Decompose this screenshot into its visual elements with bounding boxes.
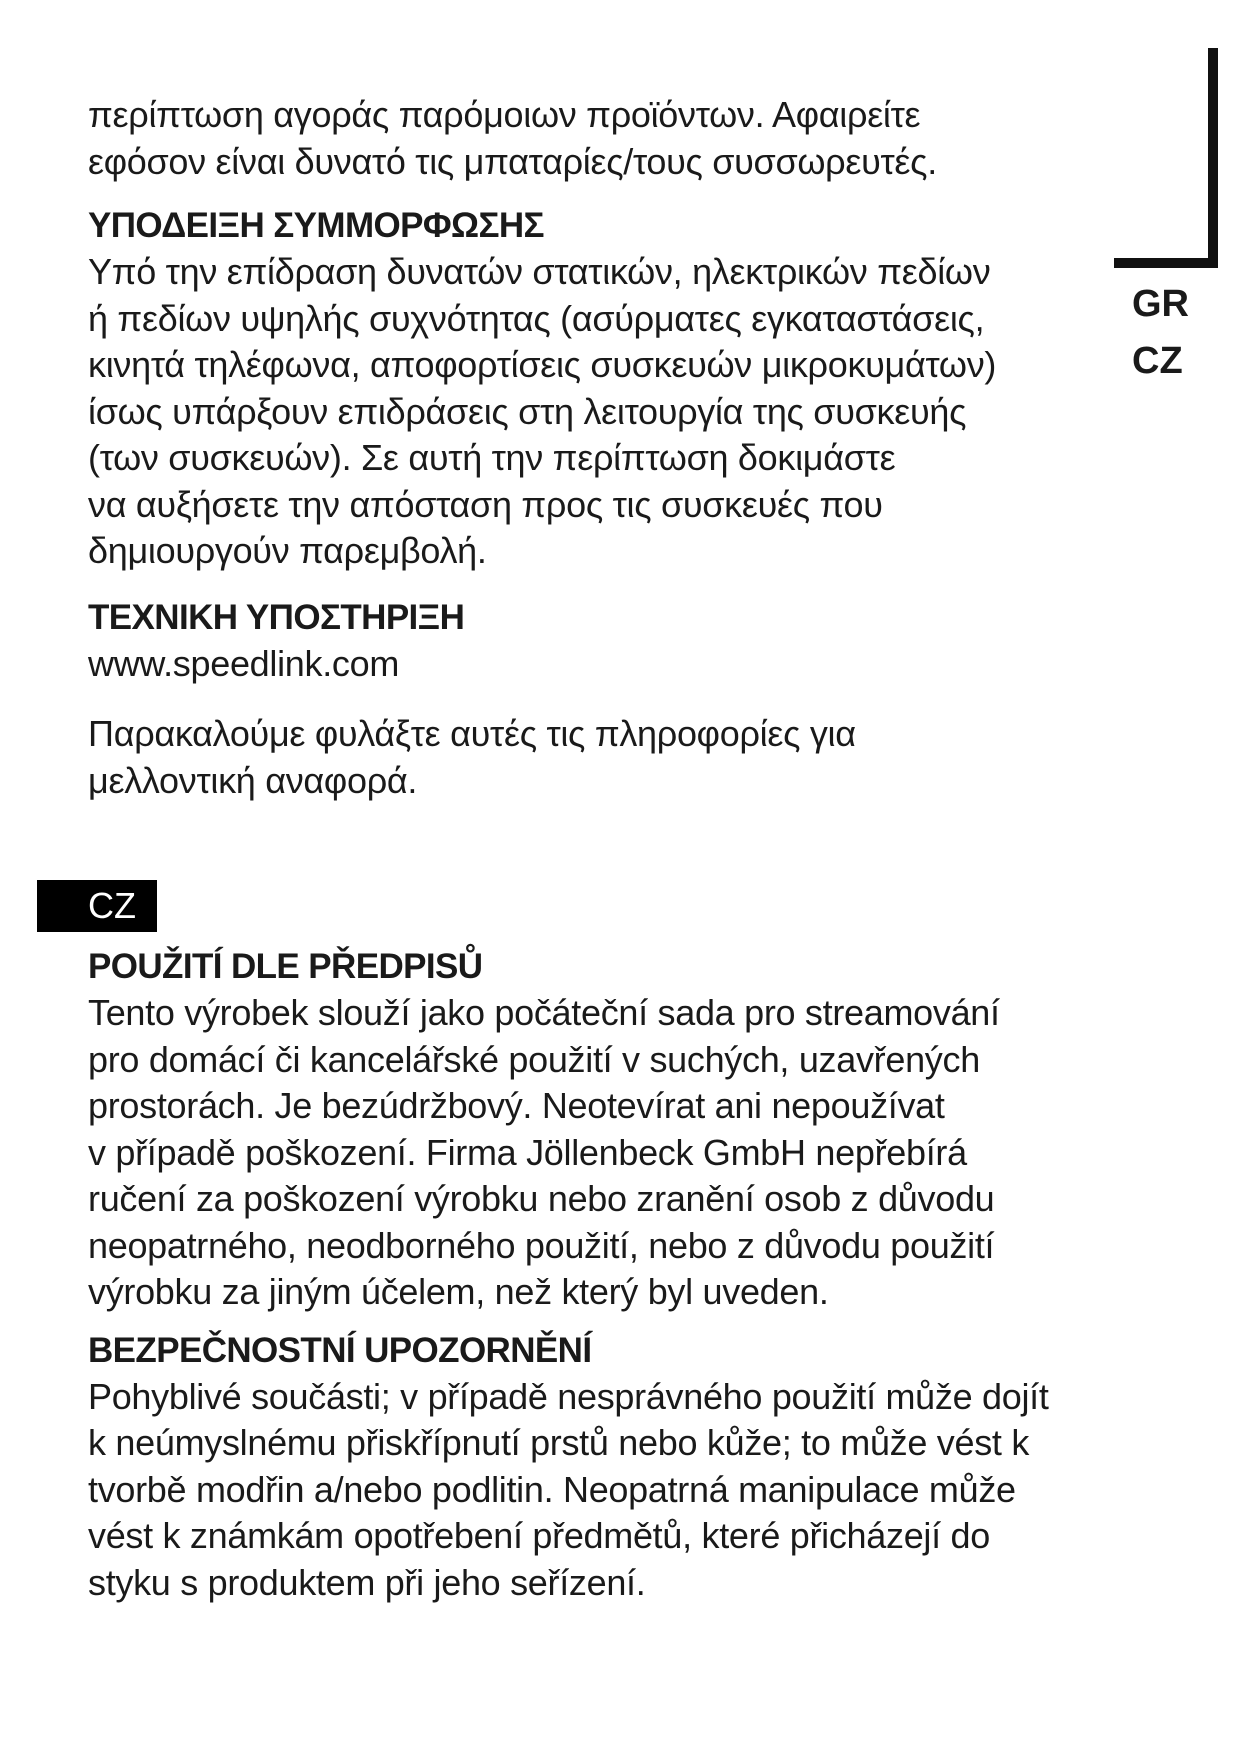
- support-url[interactable]: www.speedlink.com: [88, 642, 400, 684]
- safety-paragraph: Pohyblivé součásti; v případě nesprávného použití může dojít k neúmyslnému přiskřípnutí prstů nebo kůže; to může vést k tvorbě modřin a/nebo podlitin. Neopatrná manipulace může vést k známkám opotřebení předmětů, které přicházejí do styku s produktem při jeho seřízení.: [88, 1375, 1049, 1603]
- language-tab-frame: [1114, 48, 1218, 268]
- support-heading: ΤΕΧΝΙΚΗ ΥΠΟΣΤΗΡΙΞΗ: [88, 597, 465, 637]
- compliance-paragraph: Υπό την επίδραση δυνατών στατικών, ηλεκτρικών πεδίων ή πεδίων υψηλής συχνότητας (ασύρματες εγκαταστάσεις, κινητά τηλέφωνα, αποφορτίσεις συσκευών μικροκυμάτων) ίσως υπάρξουν επιδράσεις στη λειτουργία της συσκευής (των συσκευών). Σε αυτή την περίπτωση δοκιμάστε να αυξήσετε την απόσταση προς τις συσκευές που δημιουργούν παρεμβολή.: [88, 251, 997, 571]
- intended-use-heading: POUŽITÍ DLE PŘEDPISŮ: [88, 947, 483, 986]
- language-label-cz: CZ: [1132, 340, 1183, 382]
- greek-section: [88, 92, 1088, 804]
- language-tab-labels: [1132, 276, 1212, 390]
- language-label-gr: GR: [1132, 283, 1189, 325]
- greek-intro-paragraph: περίπτωση αγοράς παρόμοιων προϊόντων. Αφαιρείτε εφόσον είναι δυνατό τις μπαταρίες/τους συσσωρευτές.: [88, 94, 937, 182]
- compliance-heading: ΥΠΟΔΕΙΞΗ ΣΥΜΜΟΡΦΩΣΗΣ: [88, 206, 544, 245]
- czech-section: [88, 944, 1138, 1606]
- safety-heading: BEZPEČNOSTNÍ UPOZORNĚNÍ: [88, 1330, 592, 1370]
- keep-info-paragraph: Παρακαλούμε φυλάξτε αυτές τις πληροφορίες για μελλοντική αναφορά.: [88, 713, 856, 801]
- intended-use-paragraph: Tento výrobek slouží jako počáteční sada pro streamování pro domácí či kancelářské použití v suchých, uzavřených prostorách. Je bezúdržbový. Neotevírat ani nepoužívat v případě poškození. Firma Jöllenbeck GmbH nepřebírá ručení za poškození výrobku nebo zranění osob z důvodu neopatrného, neodborného použití, nebo z důvodu použití výrobku za jiným účelem, než který byl uveden.: [88, 992, 1000, 1312]
- cz-section-label: CZ: [37, 880, 157, 932]
